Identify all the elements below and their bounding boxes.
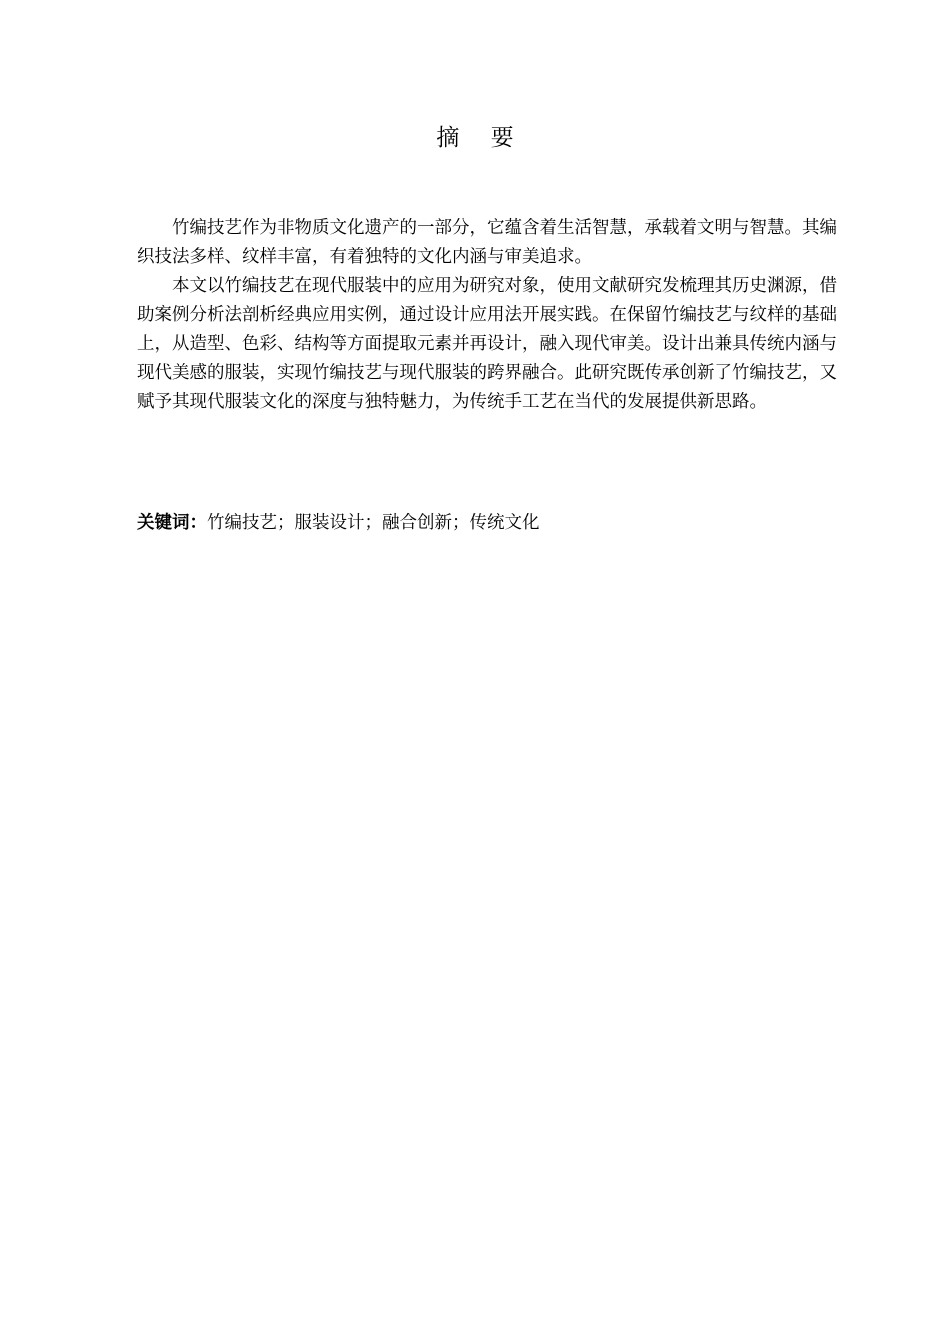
- keywords-label: 关键词：: [137, 513, 207, 533]
- abstract-body: [137, 214, 837, 417]
- keywords-line: [137, 509, 837, 538]
- keywords-list: 竹编技艺；服装设计；融合创新；传统文化: [207, 513, 540, 533]
- abstract-paragraph-1: 竹编技艺作为非物质文化遗产的一部分，它蕴含着生活智慧，承载着文明与智慧。其编织技法多样、纹样丰富，有着独特的文化内涵与审美追求。: [137, 218, 837, 267]
- abstract-paragraph-2: 本文以竹编技艺在现代服装中的应用为研究对象，使用文献研究发梳理其历史渊源，借助案例分析法剖析经典应用实例，通过设计应用法开展实践。在保留竹编技艺与纹样的基础上，从造型、色彩、结构等方面提取元素并再设计，融入现代审美。设计出兼具传统内涵与现代美感的服装，实现竹编技艺与现代服装的跨界融合。此研究既传承创新了竹编技艺，又赋予其现代服装文化的深度与独特魅力，为传统手工艺在当代的发展提供新思路。: [137, 276, 837, 412]
- abstract-title: 摘 要: [436, 125, 526, 151]
